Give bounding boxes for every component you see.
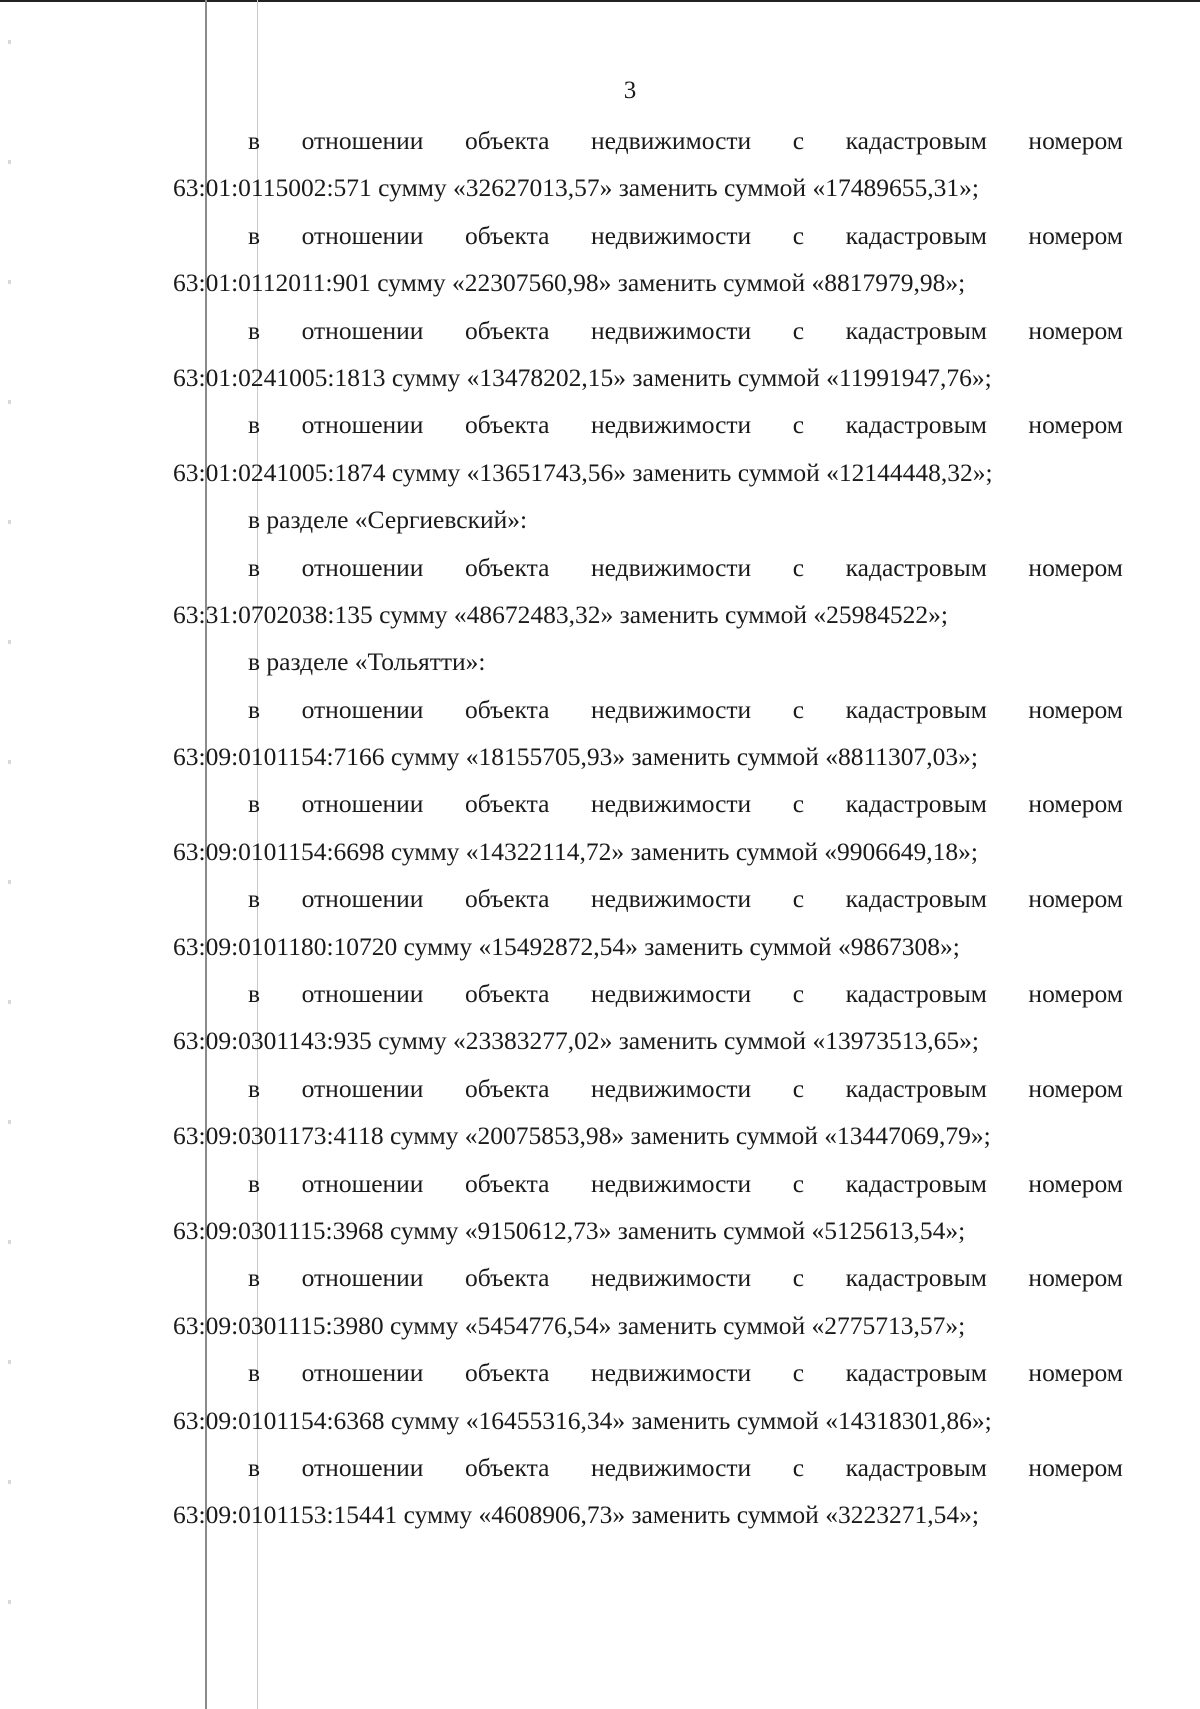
lead-word: с: [792, 1263, 805, 1293]
lead-word: отношении: [301, 1358, 424, 1388]
paragraph-lead-line: [173, 1160, 1123, 1207]
lead-word: кадастровым: [845, 1452, 987, 1482]
lead-word: в: [248, 410, 261, 440]
lead-word: недвижимости: [591, 1358, 752, 1388]
lead-word: кадастровым: [845, 979, 987, 1009]
cadastral-line: 63:09:0101154:6698 сумму «14322114,72» заменить суммой «9906649,18»;: [173, 836, 978, 866]
paragraph-lead-line: [173, 1254, 1123, 1301]
lead-word: отношении: [301, 1073, 424, 1103]
lead-word: номером: [1028, 1452, 1123, 1482]
lead-word: кадастровым: [845, 694, 987, 724]
lead-word: отношении: [301, 694, 424, 724]
lead-word: отношении: [301, 979, 424, 1009]
cadastral-line: 63:31:0702038:135 сумму «48672483,32» заменить суммой «25984522»;: [173, 599, 948, 629]
lead-word: объекта: [465, 1358, 550, 1388]
lead-word: объекта: [465, 126, 550, 155]
paragraph-lead-line: [173, 401, 1123, 448]
lead-word: кадастровым: [845, 552, 987, 582]
lead-word: отношении: [301, 1168, 424, 1198]
cadastral-line: 63:09:0101180:10720 сумму «15492872,54» заменить суммой «9867308»;: [173, 931, 960, 961]
lead-word: отношении: [301, 789, 424, 819]
lead-word: номером: [1028, 1073, 1123, 1103]
lead-word: отношении: [301, 126, 424, 155]
lead-word: отношении: [301, 552, 424, 582]
lead-word: в: [248, 126, 261, 155]
lead-word: недвижимости: [591, 315, 752, 345]
lead-word: кадастровым: [845, 884, 987, 914]
lead-word: с: [792, 1168, 805, 1198]
lead-word: недвижимости: [591, 979, 752, 1009]
lead-word: отношении: [301, 884, 424, 914]
paragraph-lead-line: [173, 117, 1123, 164]
lead-word: номером: [1028, 315, 1123, 345]
scan-left-specks: [8, 0, 11, 1709]
lead-word: номером: [1028, 1263, 1123, 1293]
lead-word: объекта: [465, 979, 550, 1009]
lead-word: недвижимости: [591, 884, 752, 914]
lead-word: в: [248, 979, 261, 1009]
lead-word: отношении: [301, 1263, 424, 1293]
lead-word: объекта: [465, 220, 550, 250]
lead-word: в: [248, 884, 261, 914]
lead-word: объекта: [465, 1452, 550, 1482]
lead-word: с: [792, 410, 805, 440]
cadastral-line: 63:09:0101153:15441 сумму «4608906,73» заменить суммой «3223271,54»;: [173, 1500, 979, 1530]
lead-word: в: [248, 694, 261, 724]
lead-word: с: [792, 1073, 805, 1103]
lead-word: с: [792, 220, 805, 250]
section-heading-line: в разделе «Сергиевский»:: [248, 505, 528, 535]
scan-top-edge: [0, 0, 1200, 2]
cadastral-line: 63:09:0101154:7166 сумму «18155705,93» заменить суммой «8811307,03»;: [173, 742, 978, 772]
lead-word: номером: [1028, 694, 1123, 724]
lead-word: номером: [1028, 126, 1123, 155]
lead-word: объекта: [465, 410, 550, 440]
lead-word: недвижимости: [591, 694, 752, 724]
paragraph-lead-line: [173, 1444, 1123, 1491]
paragraph-lead-line: [173, 1065, 1123, 1112]
lead-word: с: [792, 1358, 805, 1388]
cadastral-line: 63:09:0101154:6368 сумму «16455316,34» заменить суммой «14318301,86»;: [173, 1405, 992, 1435]
lead-word: отношении: [301, 315, 424, 345]
paragraph-lead-line: [173, 686, 1123, 733]
document-body: [173, 117, 1123, 1539]
lead-word: номером: [1028, 552, 1123, 582]
lead-word: в: [248, 1073, 261, 1103]
section-heading-line: в разделе «Тольятти»:: [248, 647, 486, 677]
lead-word: кадастровым: [845, 410, 987, 440]
lead-word: недвижимости: [591, 220, 752, 250]
lead-word: объекта: [465, 1073, 550, 1103]
lead-word: недвижимости: [591, 126, 752, 155]
lead-word: недвижимости: [591, 410, 752, 440]
lead-word: номером: [1028, 789, 1123, 819]
lead-word: недвижимости: [591, 1263, 752, 1293]
lead-word: номером: [1028, 1168, 1123, 1198]
lead-word: с: [792, 552, 805, 582]
lead-word: в: [248, 552, 261, 582]
cadastral-line: 63:01:0241005:1874 сумму «13651743,56» заменить суммой «12144448,32»;: [173, 457, 993, 487]
lead-word: с: [792, 126, 805, 155]
lead-word: недвижимости: [591, 1168, 752, 1198]
lead-word: номером: [1028, 220, 1123, 250]
lead-word: в: [248, 789, 261, 819]
lead-word: недвижимости: [591, 1073, 752, 1103]
lead-word: с: [792, 694, 805, 724]
cadastral-line: 63:01:0241005:1813 сумму «13478202,15» заменить суммой «11991947,76»;: [173, 362, 992, 392]
lead-word: в: [248, 1168, 261, 1198]
lead-word: объекта: [465, 315, 550, 345]
paragraph-lead-line: [173, 307, 1123, 354]
paragraph-lead-line: [173, 780, 1123, 827]
lead-word: объекта: [465, 789, 550, 819]
paragraph-lead-line: [173, 970, 1123, 1017]
lead-word: с: [792, 315, 805, 345]
cadastral-line: 63:01:0112011:901 сумму «22307560,98» заменить суммой «8817979,98»;: [173, 268, 966, 298]
paragraph-lead-line: [173, 544, 1123, 591]
lead-word: объекта: [465, 1168, 550, 1198]
lead-word: кадастровым: [845, 126, 987, 155]
cadastral-line: 63:09:0301115:3980 сумму «5454776,54» заменить суммой «2775713,57»;: [173, 1310, 966, 1340]
lead-word: недвижимости: [591, 1452, 752, 1482]
lead-word: объекта: [465, 552, 550, 582]
lead-word: объекта: [465, 694, 550, 724]
paragraph-lead-line: [173, 1349, 1123, 1396]
lead-word: недвижимости: [591, 789, 752, 819]
lead-word: с: [792, 884, 805, 914]
cadastral-line: 63:09:0301115:3968 сумму «9150612,73» заменить суммой «5125613,54»;: [173, 1215, 966, 1245]
paragraph-lead-line: [173, 875, 1123, 922]
paragraph-lead-line: [173, 212, 1123, 259]
lead-word: кадастровым: [845, 315, 987, 345]
lead-word: кадастровым: [845, 1073, 987, 1103]
lead-word: номером: [1028, 1358, 1123, 1388]
lead-word: номером: [1028, 410, 1123, 440]
cadastral-line: 63:09:0301143:935 сумму «23383277,02» заменить суммой «13973513,65»;: [173, 1026, 979, 1056]
lead-word: в: [248, 1263, 261, 1293]
lead-word: с: [792, 1452, 805, 1482]
lead-word: объекта: [465, 1263, 550, 1293]
lead-word: кадастровым: [845, 220, 987, 250]
lead-word: кадастровым: [845, 789, 987, 819]
lead-word: в: [248, 220, 261, 250]
cadastral-line: 63:09:0301173:4118 сумму «20075853,98» заменить суммой «13447069,79»;: [173, 1121, 991, 1151]
lead-word: отношении: [301, 220, 424, 250]
lead-word: с: [792, 979, 805, 1009]
lead-word: объекта: [465, 884, 550, 914]
lead-word: кадастровым: [845, 1263, 987, 1293]
lead-word: номером: [1028, 884, 1123, 914]
lead-word: в: [248, 1452, 261, 1482]
lead-word: с: [792, 789, 805, 819]
lead-word: номером: [1028, 979, 1123, 1009]
cadastral-line: 63:01:0115002:571 сумму «32627013,57» заменить суммой «17489655,31»;: [173, 173, 979, 203]
lead-word: в: [248, 315, 261, 345]
lead-word: кадастровым: [845, 1168, 987, 1198]
page-number: 3: [623, 77, 637, 104]
lead-word: отношении: [301, 1452, 424, 1482]
lead-word: отношении: [301, 410, 424, 440]
lead-word: недвижимости: [591, 552, 752, 582]
lead-word: кадастровым: [845, 1358, 987, 1388]
lead-word: в: [248, 1358, 261, 1388]
